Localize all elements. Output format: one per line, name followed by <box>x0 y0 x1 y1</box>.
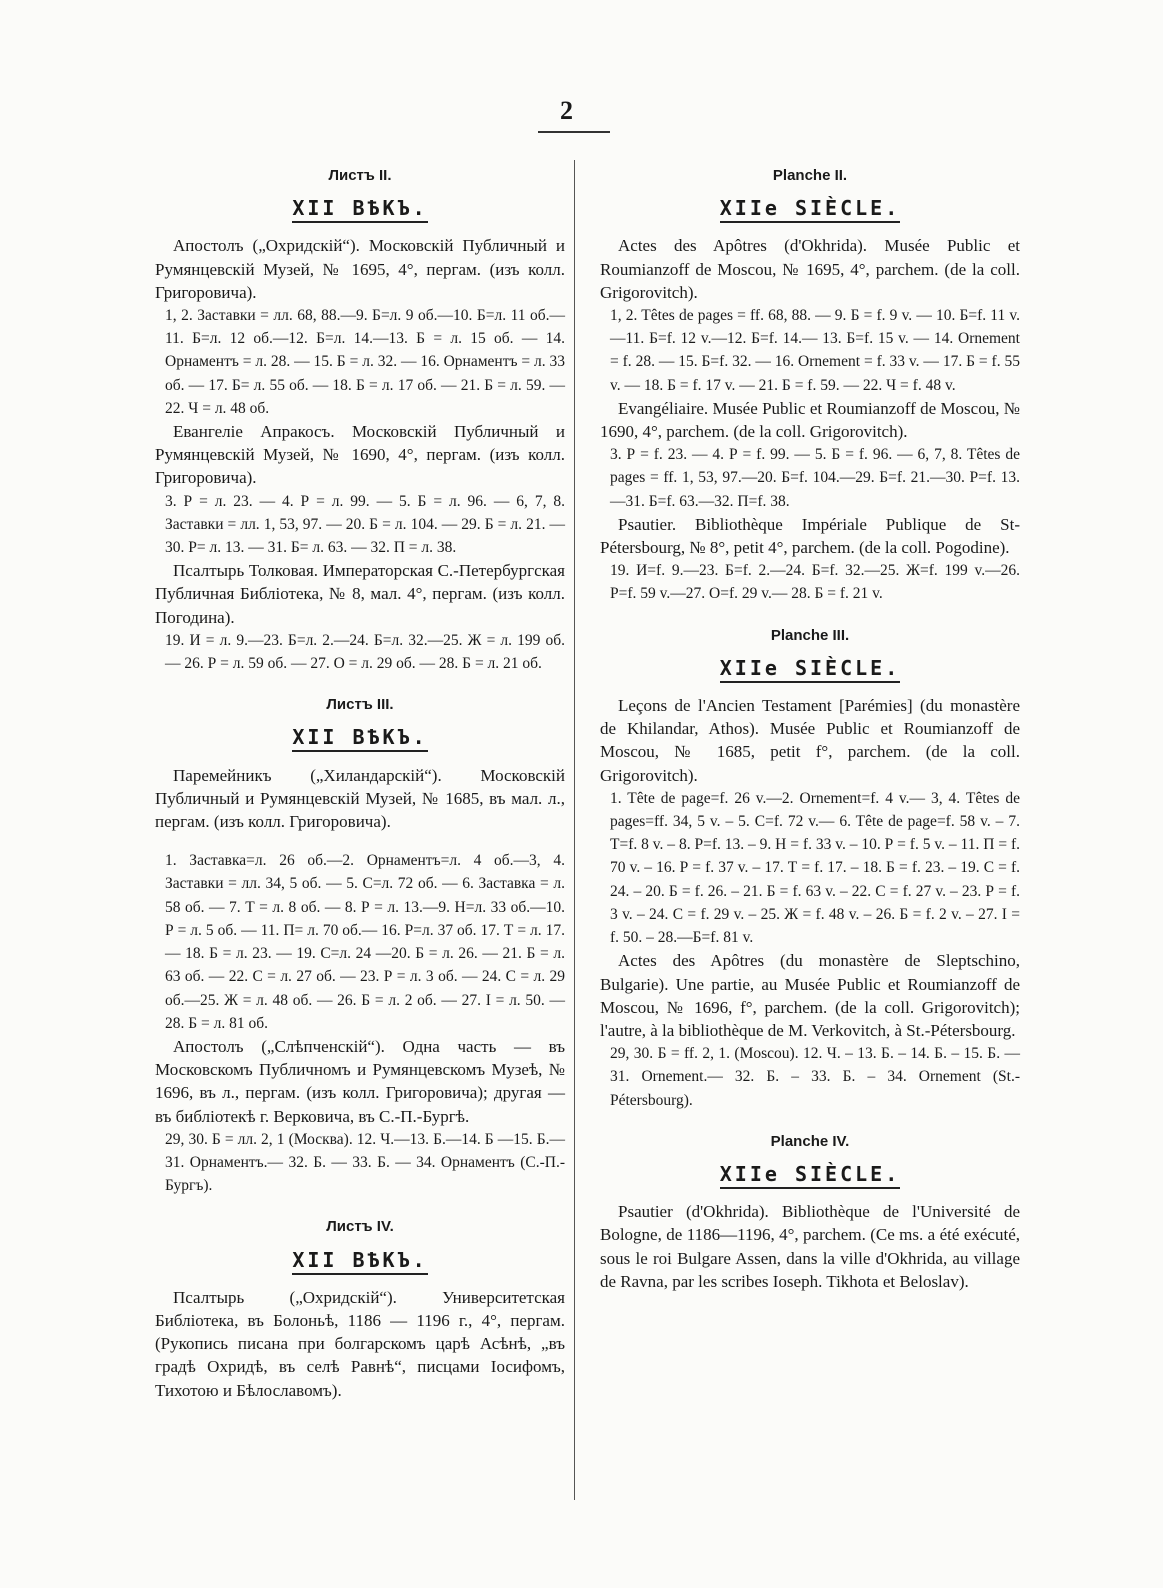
manuscript-description: Psautier (d'Okhrida). Bibliothèque de l'Université de Bologne, de 1186—1196, 4°, parchem. (Ce ms. a été exécuté, sous le roi Bulgare Assen, dans la ville d'Okhrida, au village de Ravna, par les scribes Ioseph. Tikhota et Beloslav). <box>600 1202 1020 1291</box>
page-number-rule <box>538 131 610 133</box>
planche-heading: Planche IV. <box>770 1132 850 1150</box>
column-divider <box>574 160 575 1500</box>
century-label: XIIe SIÈCLE. <box>720 656 901 683</box>
century-heading <box>600 197 1020 220</box>
page-number: 2 <box>560 96 573 125</box>
century-label: XII ВѢКЪ. <box>292 196 427 223</box>
plate-items: 29, 30. Б = ff. 2, 1. (Moscou). 12. Ч. – 13. Б. – 14. Б. – 15. Б. — 31. Ornement.— 32. Б. – 33. Б. – 34. Ornement (St.-Pétersbourg). <box>610 1045 1020 1109</box>
planche-section <box>600 624 1020 1112</box>
planche-section <box>600 1130 1020 1293</box>
manuscript-description: Actes des Apôtres (du monastère de Sleptschino, Bulgarie). Une partie, au Musée Public et Roumianzoff de Moscou, № 1696, f°, parchem. (de la coll. Grigorovitch); l'autre, à la bibliothèque de M. Verkovitch, à St.-Pétersbourg. <box>600 951 1020 1040</box>
century-heading <box>600 1163 1020 1186</box>
manuscript-description: Апостолъ („Охридскій“). Московскій Публичный и Румянцевскій Музей, № 1695, 4°, пергам. (изъ колл. Григоровича). <box>155 236 565 302</box>
plate-items: 19. И = л. 9.—23. Б=л. 2.—24. Б=л. 32.—25. Ж = л. 199 об. — 26. Р = л. 59 об. — 27. О = л. 29 об. — 28. Б = л. 21 об. <box>165 631 565 673</box>
manuscript-description: Псалтырь Толковая. Императорская С.-Петербургская Публичная Библіотека, № 8, мал. 4°, пергам. (изъ колл. Погодина). <box>155 561 565 627</box>
planche-heading: Planche III. <box>770 626 850 644</box>
manuscript-description: Евангеліе Апракосъ. Московскій Публичный и Румянцевскій Музей, № 1690, 4°, пергам. (изъ колл. Григоровича). <box>155 422 565 488</box>
left-column-russian <box>155 160 565 1420</box>
sheet-section <box>155 693 565 1197</box>
century-label: XII ВѢКЪ. <box>292 1248 427 1275</box>
right-column-french <box>600 160 1020 1311</box>
century-heading <box>155 1249 565 1272</box>
century-heading <box>600 657 1020 680</box>
plate-items: 1, 2. Têtes de pages = ff. 68, 88. — 9. Б = f. 9 v. — 10. Б=f. 11 v.—11. Б=f. 12 v.—12. Б=f. 14.— 13. Б=f. 15 v. — 14. Ornement = f. 28. — 15. Б=f. 32. — 16. Ornement = f. 33 v. — 17. Б = f. 55 v. — 18. Б = f. 17 v. — 21. Б = f. 59. — 22. Ч = f. 48 v. <box>610 307 1020 394</box>
sheet-section <box>155 164 565 675</box>
plate-items: 1. Tête de page=f. 26 v.—2. Ornement=f. 4 v.— 3, 4. Têtes de pages=ff. 34, 5 v. – 5. С=f. 72 v.— 6. Tête de page=f. 58 v. – 7. Т=f. 8 v. – 8. Р=f. 13. – 9. Н = f. 33 v. – 10. Р = f. 5 v. – 11. П = f. 70 v. – 16. Р = f. 37 v. – 17. Т = f. 17. – 18. Б = f. 23. – 19. С = f. 24. – 20. Б = f. 26. – 21. Б = f. 63 v. – 22. С = f. 27 v. – 23. Р = f. 3 v. – 24. С = f. 29 v. – 25. Ж = f. 48 v. – 26. Б = f. 2 v. – 27. І = f. 50. – 28.—Б=f. 81 v. <box>610 789 1020 947</box>
plate-items: 19. И=f. 9.—23. Б=f. 2.—24. Б=f. 32.—25. Ж=f. 199 v.—26. Р=f. 59 v.—27. О=f. 29 v.— 28. Б = f. 21 v. <box>610 562 1020 603</box>
manuscript-description: Апостолъ („Слѣпченскій“). Одна часть — въ Московскомъ Публичномъ и Румянцевскомъ Музеѣ, № 1696, въ л., пергам. (изъ колл. Григоровича); другая — въ библіотекѣ г. Верковича, въ С.-П.-Бургѣ. <box>155 1036 565 1126</box>
manuscript-description: Psautier. Bibliothèque Impériale Publique de St-Pétersbourg, № 8°, petit 4°, parchem. (de la coll. Pogodine). <box>600 514 1020 558</box>
sheet-section <box>155 1215 565 1401</box>
century-label: XIIe SIÈCLE. <box>720 1162 901 1189</box>
manuscript-description: Evangéliaire. Musée Public et Roumianzoff de Moscou, № 1690, 4°, parchem. (de la coll. Grigorovitch). <box>600 398 1020 442</box>
manuscript-description: Псалтырь („Охридскій“). Университетская Библіотека, въ Болоньѣ, 1186 — 1196 г., 4°, пергам. (Рукопись писана при болгарскомъ царѣ Асѣнѣ, „въ градѣ Охридѣ, въ селѣ Равнѣ“, писцами Іосифомъ, Тихотою и Бѣлославомъ). <box>155 1287 565 1400</box>
sheet-heading: Листъ II. <box>328 167 392 184</box>
planche-heading: Planche II. <box>772 167 848 184</box>
plate-items: 1. Заставка=л. 26 об.—2. Орнаментъ=л. 4 об.—3, 4. Заставки = лл. 34, 5 об. — 5. С=л. 72 об. — 6. Заставка = л. 58 об. — 7. Т = л. 8 об. — 8. Р = л. 13.—9. Н=л. 33 об.—10. Р = л. 5 об. — 11. П= л. 70 об.— 16. Р=л. 37 об. 17. Т = л. 17. — 18. Б = л. 23. — 19. С=л. 24 —20. Б = л. 26. — 21. Б = л. 63 об. — 22. С = л. 27 об. — 23. Р = л. 3 об. — 24. С = л. 29 об.—25. Ж = л. 48 об. — 26. Б = л. 2 об. — 27. І = л. 50. — 28. Б = л. 81 об. <box>165 852 565 1032</box>
century-heading <box>155 726 565 749</box>
century-label: XII ВѢКЪ. <box>292 725 427 752</box>
plate-items: 3. Р = f. 23. — 4. Р = f. 99. — 5. Б = f. 96. — 6, 7, 8. Têtes de pages = ff. 1, 53, 97.—20. Б=f. 104.—29. Б=f. 21.—30. Р=f. 13.—31. Б=f. 63.—32. П=f. 38. <box>610 446 1020 510</box>
manuscript-description: Leçons de l'Ancien Testament [Parémies] (du monastère de Khilandar, Athos). Musée Public et Roumianzoff de Moscou, № 1685, petit f°, parchem. (de la coll. Grigorovitch). <box>600 696 1020 785</box>
plate-items: 1, 2. Заставки = лл. 68, 88.—9. Б=л. 9 об.—10. Б=л. 11 об.—11. Б=л. 12 об.—12. Б=л. 14.—13. Б = л. 15 об. — 14. Орнаментъ = л. 28. — 15. Б = л. 32. — 16. Орнаментъ = л. 33 об. — 17. Б= л. 55 об. — 18. Б = л. 17 об. — 21. Б = л. 59. — 22. Ч = л. 48 об. <box>165 307 565 417</box>
planche-section <box>600 164 1020 606</box>
plate-items: 3. Р = л. 23. — 4. Р = л. 99. — 5. Б = л. 96. — 6, 7, 8. Заставки = лл. 1, 53, 97. — 20. Б = л. 104. — 29. Б = л. 21. — 30. Р= л. 13. — 31. Б= л. 63. — 32. П = л. 38. <box>165 492 565 557</box>
manuscript-description: Actes des Apôtres (d'Okhrida). Musée Public et Roumianzoff de Moscou, № 1695, 4°, parchem. (de la coll. Grigorovitch). <box>600 236 1020 302</box>
sheet-heading: Листъ III. <box>326 696 394 714</box>
century-heading <box>155 197 565 220</box>
manuscript-description: Паремейникъ („Хиландарскій“). Московскій Публичный и Румянцевскій Музей, № 1685, въ мал. л., пергам. (изъ колл. Григоровича). <box>155 765 565 832</box>
century-label: XIIe SIÈCLE. <box>720 196 901 223</box>
sheet-heading: Листъ IV. <box>326 1218 394 1236</box>
plate-items: 29, 30. Б = лл. 2, 1 (Москва). 12. Ч.—13. Б.—14. Б —15. Б.—31. Орнаментъ.— 32. Б. — 33. Б. — 34. Орнаментъ (С.-П.-Бургъ). <box>165 1130 565 1195</box>
